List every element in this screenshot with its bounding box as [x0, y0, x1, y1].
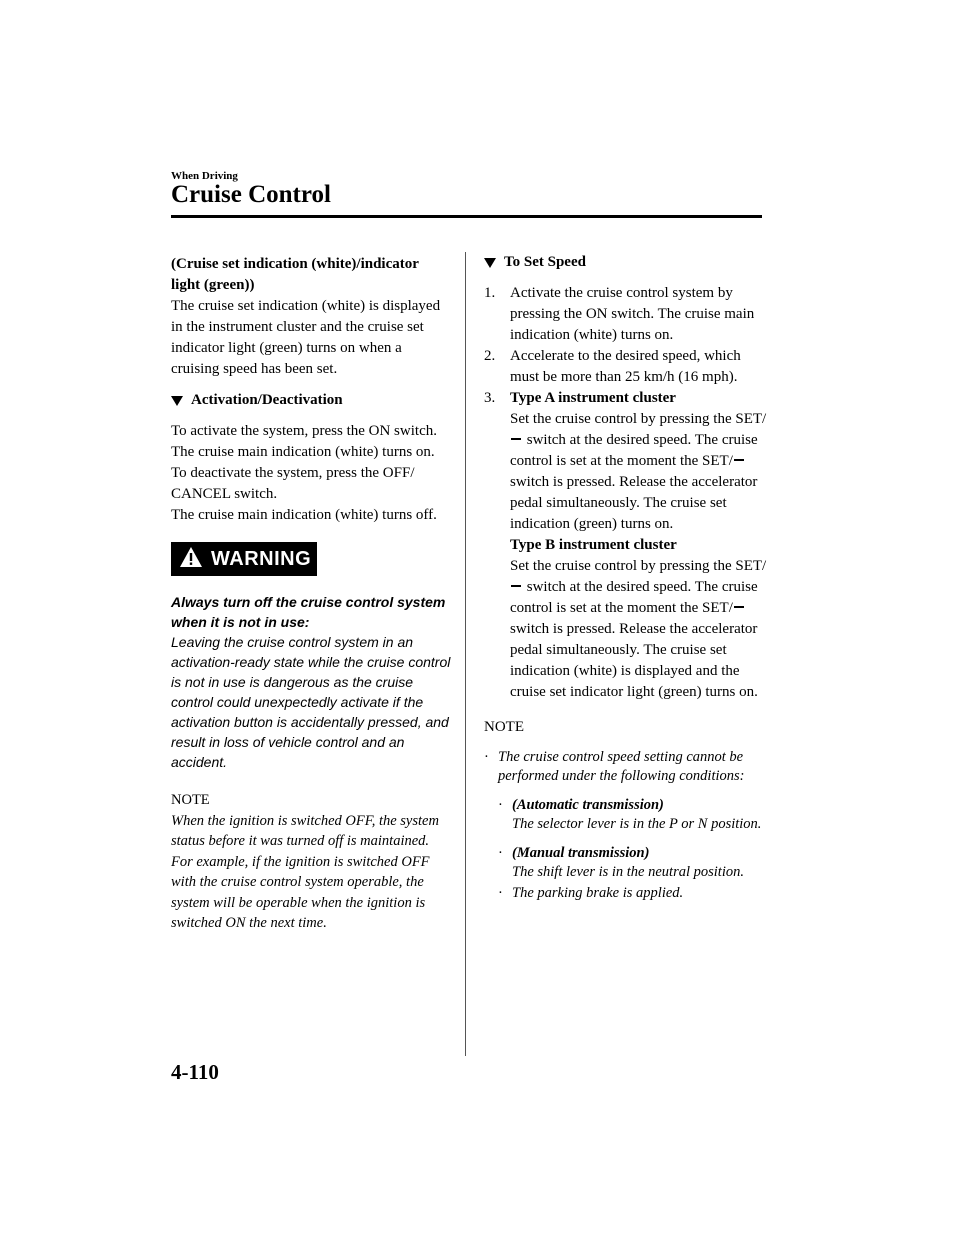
column-divider — [465, 252, 466, 1056]
step-text — [510, 388, 769, 703]
type-a-text-3: switch is pressed. Release the accelerator pedal simultaneously. The cruise set indication (green) turns on. — [510, 474, 758, 532]
type-a-heading: Type A instrument cluster — [510, 390, 676, 406]
list-item — [484, 346, 769, 388]
deactivation-result-text: The cruise main indication (white) turns off. — [171, 507, 437, 523]
condition-title: (Automatic transmission) — [512, 797, 664, 813]
type-b-text-1: Set the cruise control by pressing the SET/ — [510, 558, 767, 574]
note-block — [171, 790, 451, 934]
warning-icon — [179, 546, 203, 573]
bullet-icon: · — [498, 845, 503, 861]
condition-body: The parking brake is applied. — [512, 885, 684, 901]
type-b-text-2: switch at the desired speed. The cruise control is set at the moment the SET/ — [510, 579, 758, 616]
list-item — [498, 796, 769, 834]
header-rule — [171, 215, 762, 218]
minus-icon — [734, 459, 744, 461]
triangle-down-icon — [484, 258, 496, 268]
bullet-icon: · — [498, 885, 503, 901]
set-indication-text: The cruise set indication (white) is displayed in the instrument cluster and the cruise set indicator light (green) turns on when a cruising speed has been set. — [171, 298, 441, 377]
right-column — [484, 252, 769, 903]
list-item — [484, 388, 769, 703]
warning-label: WARNING — [211, 547, 312, 570]
minus-icon — [511, 585, 521, 587]
list-item — [484, 283, 769, 346]
condition-body: The selector lever is in the P or N position. — [512, 816, 762, 832]
step-number: 1. — [484, 285, 496, 301]
list-item — [484, 748, 769, 786]
activation-text: To activate the system, press the ON switch. The cruise main indication (white) turns on. — [171, 423, 437, 460]
minus-icon — [734, 606, 744, 608]
list-item — [498, 844, 769, 882]
set-speed-heading-label: To Set Speed — [504, 254, 586, 270]
condition-body: The shift lever is in the neutral position. — [512, 864, 744, 880]
section-label: When Driving — [171, 170, 238, 182]
page-number: 4-110 — [171, 1060, 219, 1084]
conditions-list — [498, 796, 769, 903]
type-a-text-2: switch at the desired speed. The cruise control is set at the moment the SET/ — [510, 432, 758, 469]
warning-bold-text: Always turn off the cruise control system when it is not in use: — [171, 594, 446, 630]
type-b-text-3: switch is pressed. Release the accelerator pedal simultaneously. The cruise set indication (white) is displayed and the cruise set indicator light (green) turns on. — [510, 621, 758, 700]
steps-list — [484, 283, 769, 703]
deactivation-text: To deactivate the system, press the OFF/ CANCEL switch. — [171, 465, 415, 502]
bullet-icon: · — [484, 749, 489, 765]
set-indication-heading: (Cruise set indication (white)/indicator light (green)) — [171, 256, 419, 293]
minus-icon — [511, 438, 521, 440]
warning-badge — [171, 542, 317, 576]
right-note-block — [484, 717, 769, 903]
condition-text — [512, 844, 744, 882]
step-text: Activate the cruise control system by pressing the ON switch. The cruise main indication (white) turns on. — [510, 285, 755, 343]
note-text: When the ignition is switched OFF, the system status before it was turned off is maintained. For example, if the ignition is switched OFF with the cruise control system operable, the system will be operable when the ignition is switched ON the next time. — [171, 812, 439, 931]
condition-text — [512, 796, 761, 834]
step-text: Accelerate to the desired speed, which must be more than 25 km/h (16 mph). — [510, 348, 741, 385]
step-number: 2. — [484, 348, 496, 364]
type-a-text-1: Set the cruise control by pressing the SET/ — [510, 411, 767, 427]
set-speed-heading — [484, 252, 769, 273]
activation-heading — [171, 390, 451, 411]
bullet-icon: · — [498, 797, 503, 813]
note-intro-text: The cruise control speed setting cannot be performed under the following conditions: — [498, 749, 745, 784]
left-column — [171, 254, 451, 934]
list-item — [498, 884, 769, 903]
note-label: NOTE — [484, 719, 524, 735]
activation-heading-label: Activation/Deactivation — [191, 392, 343, 408]
warning-body-text: Leaving the cruise control system in an activation-ready state while the cruise control is not in use is dangerous as the cruise control could unexpectedly activate if the activation button is accidentally pressed, and result in loss of vehicle control and an accident. — [171, 634, 451, 770]
condition-title: (Manual transmission) — [512, 845, 650, 861]
note-label: NOTE — [171, 792, 210, 808]
triangle-down-icon — [171, 396, 183, 406]
page-title: Cruise Control — [171, 181, 331, 208]
type-b-heading: Type B instrument cluster — [510, 537, 677, 553]
step-number: 3. — [484, 390, 496, 406]
warning-text — [171, 592, 451, 772]
